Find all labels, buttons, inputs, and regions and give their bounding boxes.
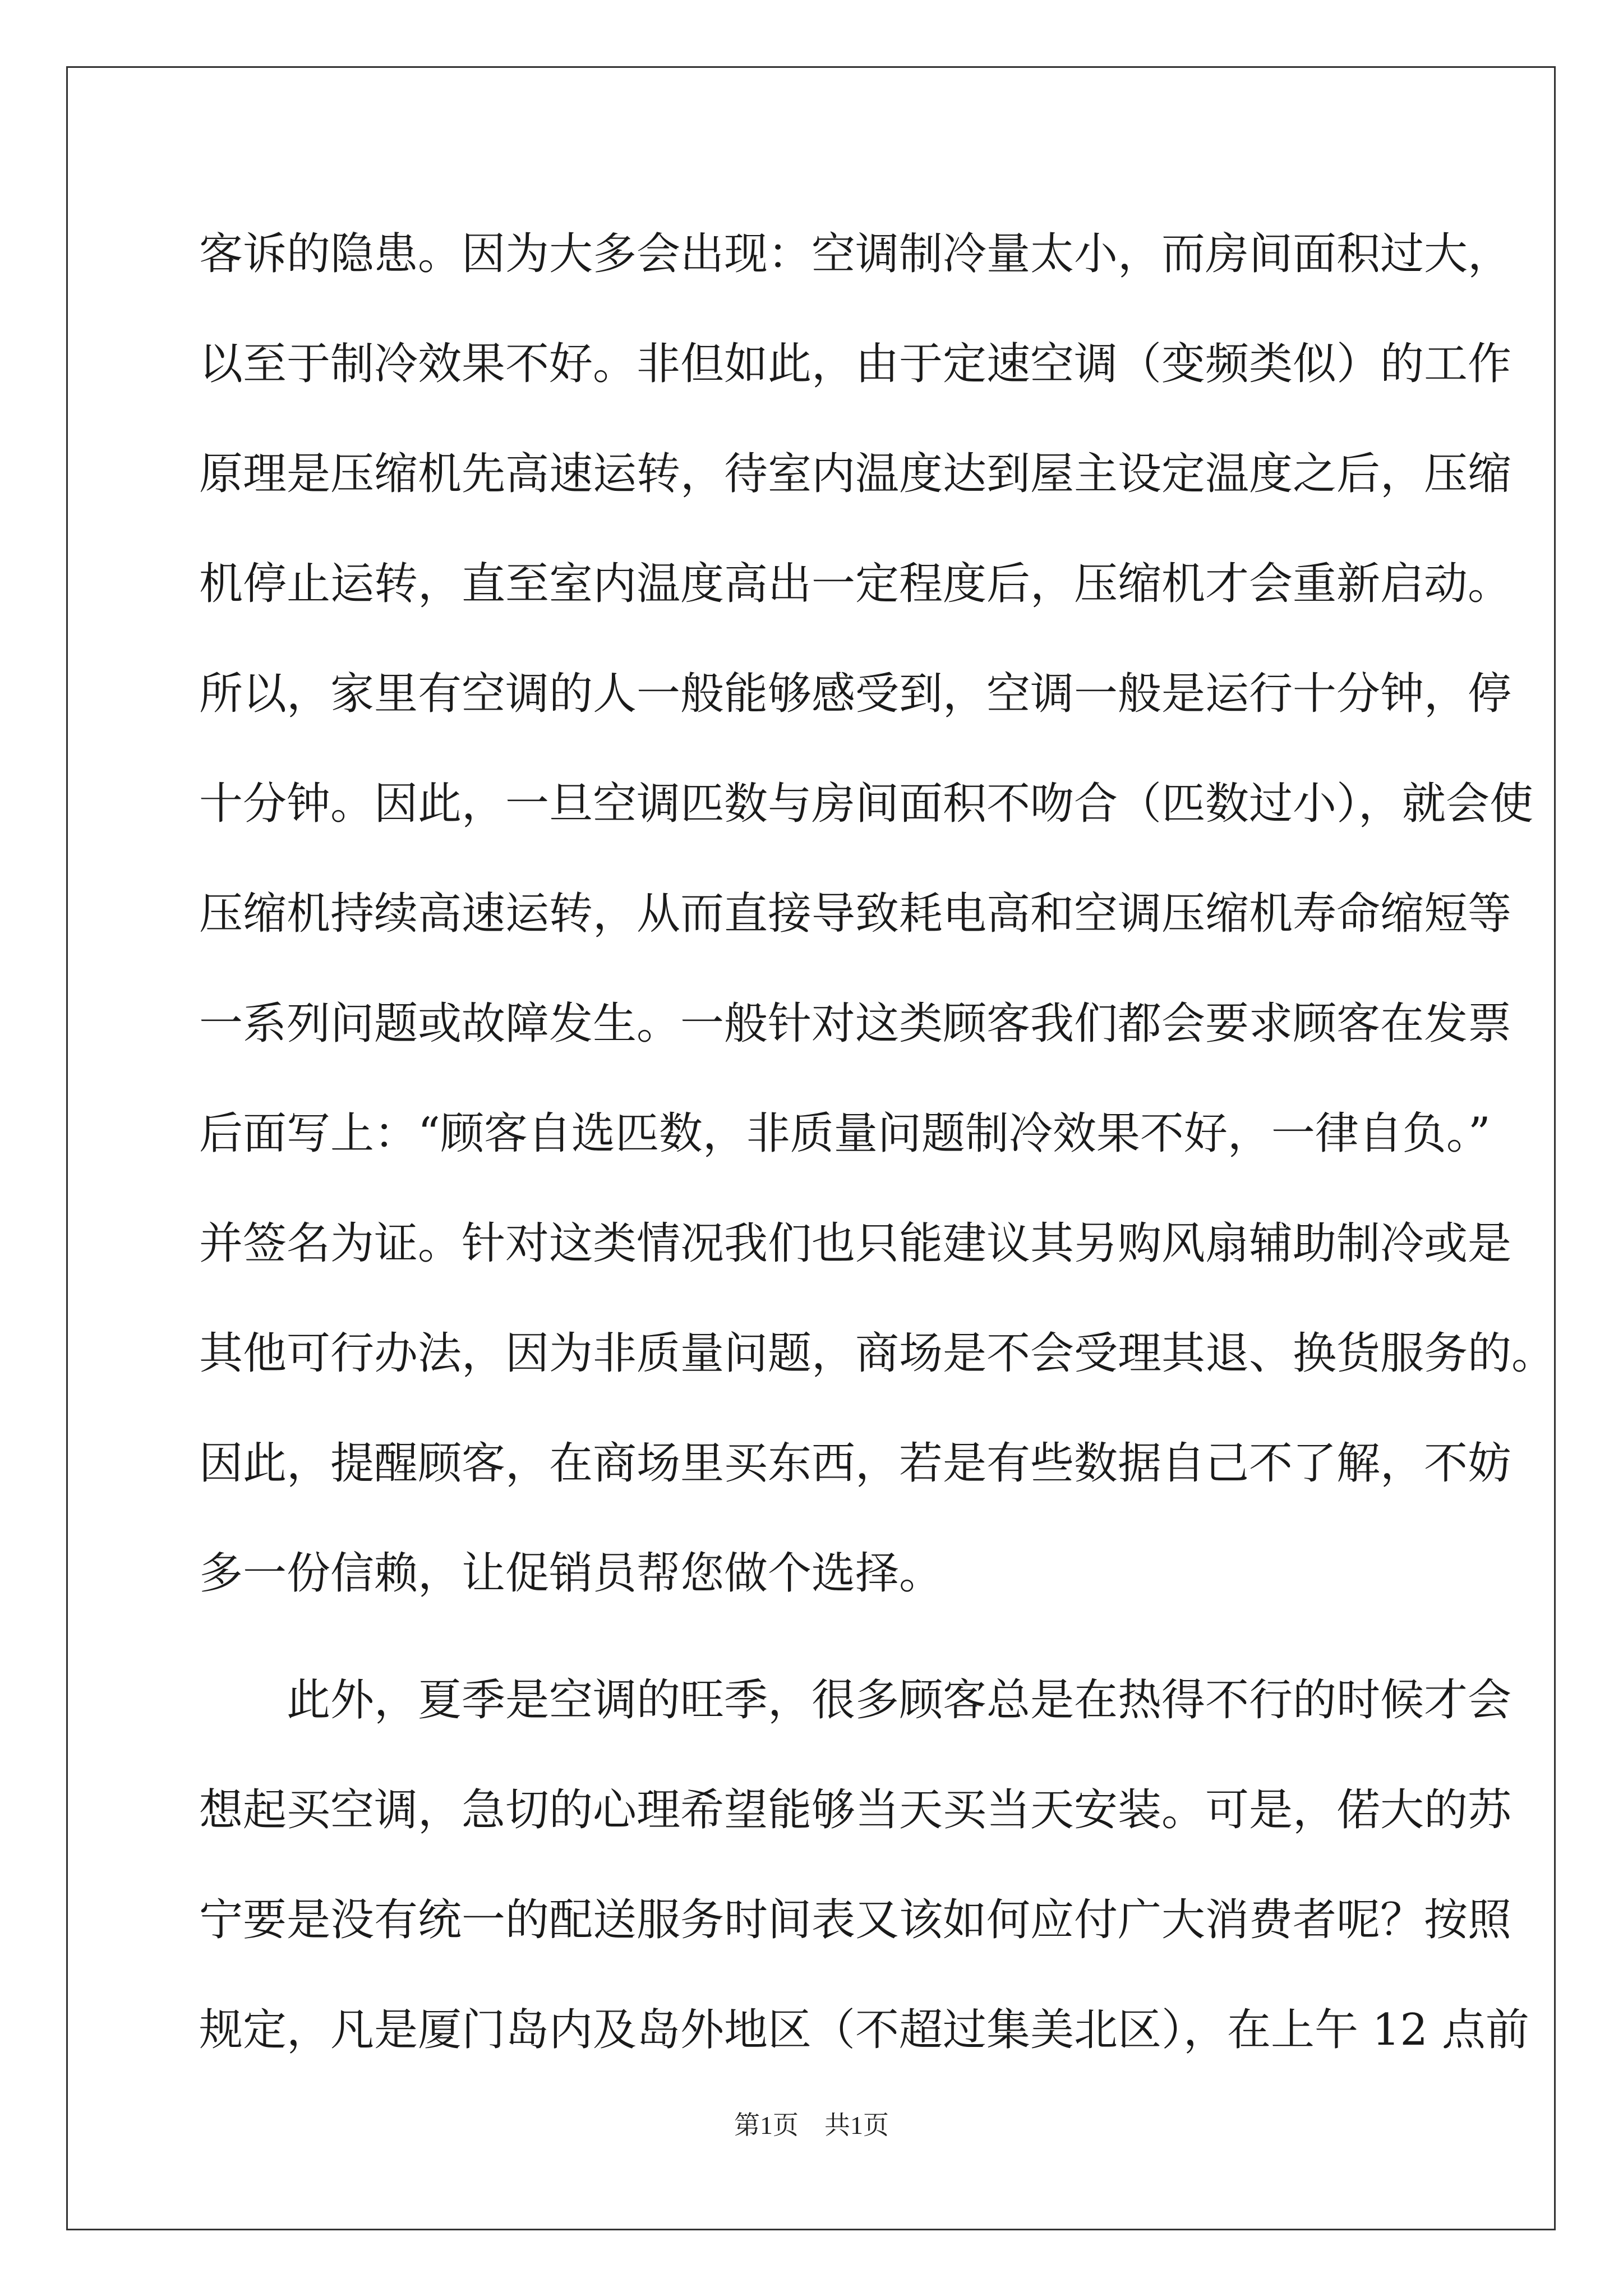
text-line: 其他可行办法，因为非质量问题，商场是不会受理其退、换货服务的。	[199, 1328, 1556, 1379]
document-body	[199, 199, 1556, 2085]
text-line: 客诉的隐患。因为大多会出现：空调制冷量太小，而房间面积过大，	[199, 229, 1512, 279]
text-line: 此外，夏季是空调的旺季，很多顾客总是在热得不行的时候才会	[287, 1675, 1512, 1726]
text-line: 规定，凡是厦门岛内及岛外地区（不超过集美北区），在上午 12 点前	[199, 2005, 1529, 2055]
paragraph-spacer	[199, 1628, 1438, 1645]
text-line: 想起买空调，急切的心理希望能够当天买当天安装。可是，偌大的苏	[199, 1785, 1512, 1835]
paragraph-2	[199, 1645, 1529, 2085]
page-number-footer: 第1页 共1页	[734, 2111, 889, 2139]
text-line: 压缩机持续高速运转，从而直接导致耗电高和空调压缩机寿命缩短等	[199, 889, 1512, 939]
text-line: 宁要是没有统一的配送服务时间表又该如何应付广大消费者呢？按照	[199, 1895, 1512, 1945]
text-line: 原理是压缩机先高速运转，待室内温度达到屋主设定温度之后，压缩	[199, 449, 1512, 499]
paragraph-1	[199, 199, 1556, 1628]
text-line: 因此，提醒顾客，在商场里买东西，若是有些数据自己不了解，不妨	[199, 1438, 1512, 1489]
text-line: 以至于制冷效果不好。非但如此，由于定速空调（变频类似）的工作	[199, 339, 1512, 389]
text-line: 并签名为证。针对这类情况我们也只能建议其另购风扇辅助制冷或是	[199, 1218, 1512, 1269]
text-line: 多一份信赖，让促销员帮您做个选择。	[199, 1548, 943, 1599]
text-line: 一系列问题或故障发生。一般针对这类顾客我们都会要求顾客在发票	[199, 999, 1512, 1049]
text-line: 所以，家里有空调的人一般能够感受到，空调一般是运行十分钟，停	[199, 669, 1512, 719]
text-line: 后面写上：“顾客自选匹数，非质量问题制冷效果不好，一律自负。”	[199, 1108, 1491, 1159]
text-line: 十分钟。因此，一旦空调匹数与房间面积不吻合（匹数过小），就会使	[199, 779, 1534, 829]
text-line: 机停止运转，直至室内温度高出一定程度后，压缩机才会重新启动。	[199, 559, 1512, 609]
